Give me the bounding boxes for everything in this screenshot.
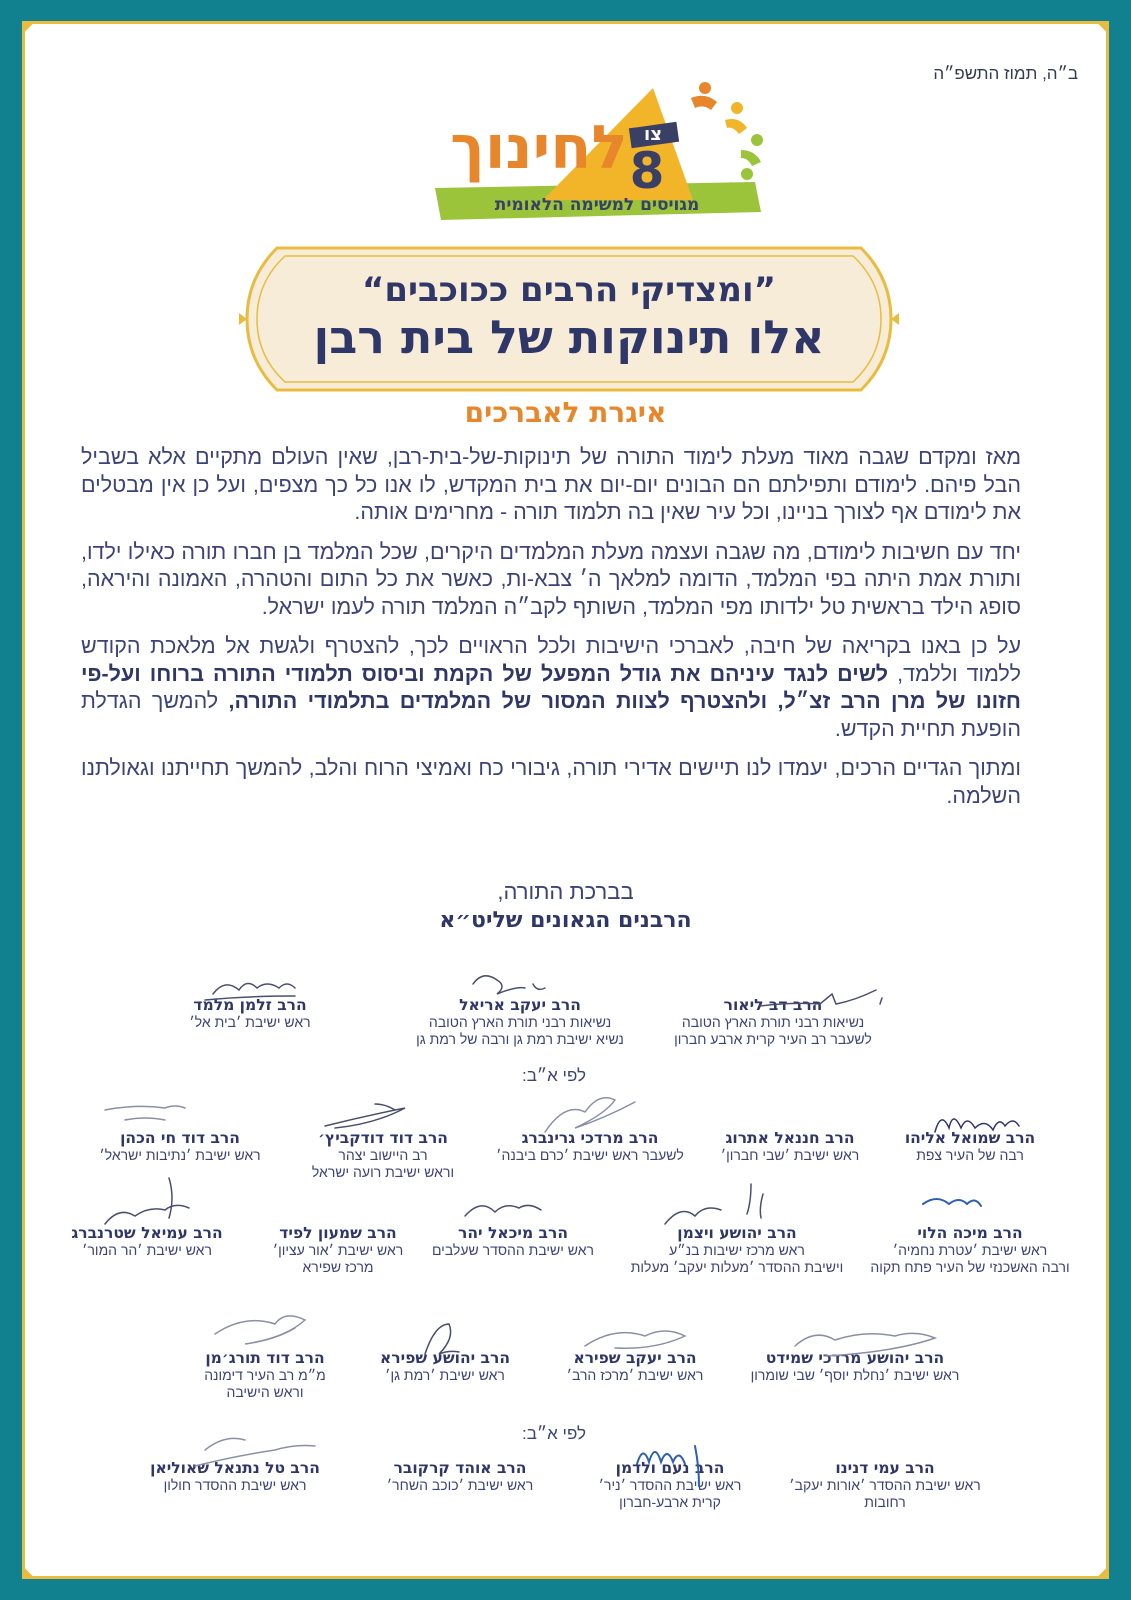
signatory-role: נשיאות רבני תורת הארץ הטובה: [428, 1014, 612, 1030]
signatory-name: הרב יהושע ויצמן: [677, 1224, 797, 1242]
signature-scribble: [105, 1106, 185, 1120]
signatory-name: הרב יהושע שפירא: [380, 1349, 510, 1367]
signatory-role: ראש ישיבת ׳כוכב השחר׳: [386, 1477, 534, 1493]
signatory-role: ראש ישיבת ההסדר ׳אורות יעקב׳: [789, 1477, 981, 1493]
signatory-role: מ״מ רב העיר דימונה: [204, 1367, 326, 1383]
signatory-name: הרב דוד חי הכהן: [120, 1129, 240, 1147]
signatory-name: הרב דוד דודקביץ׳: [318, 1129, 448, 1147]
signatory-role: רחובות: [864, 1494, 906, 1510]
signatory-role: ראש ישיבת ההסדר חולון: [163, 1477, 307, 1493]
signatory-role: נשיאות רבני תורת הארץ הטובה: [681, 1014, 865, 1030]
banner-quote: ”ומצדיקי הרבים ככוכבים“: [362, 270, 776, 310]
signature-scribble: [585, 1331, 685, 1348]
signatory-role: ראש ישיבת ׳עטרת נחמיה׳: [892, 1242, 1048, 1258]
frame-corner: [22, 21, 34, 33]
signatory-role: ורבה האשכנזי של העיר פתח תקוה: [870, 1259, 1070, 1275]
signature-scribble: [465, 1205, 541, 1216]
signatory-role: לשעבר ראש ישיבת ׳כרם ביבנה׳: [496, 1147, 684, 1163]
signatory-name: הרב יעקב אריאל: [459, 996, 581, 1014]
signatory: [165, 1349, 365, 1401]
logo-main-text: לחינוך: [450, 113, 628, 183]
signatory-role: וראש הישיבה: [226, 1384, 304, 1400]
signatory-name: הרב טל נתנאל שאוליאן: [150, 1459, 320, 1477]
paragraph-3-start: על כן באנו בקריאה של חיבה, לאברכי הישיבות ולכל הראויים לכך, להצטרף ולגשת אל מלאכת הקודש ללמוד וללמד,: [81, 634, 1022, 686]
signatory-role: וישיבת ההסדר ׳מעלות יעקב׳ מעלות: [630, 1259, 844, 1275]
paragraph-4: ומתוך הגדיים הרכים, יעמדו לנו תיישים אדירי תורה, גיבורי כח ואמיצי הרוח והלב, להמשך תחייתנו וגאולתנו השלמה.: [81, 756, 1021, 808]
signatory: [413, 1224, 613, 1259]
signatory-role: ראש ישיבת ׳בית אל׳: [189, 1014, 311, 1030]
signatory: [845, 1224, 1095, 1276]
signatory-role: ראש ישיבת ׳אור עציון׳: [272, 1242, 404, 1258]
signatory: [273, 1129, 493, 1181]
signatory: [725, 1349, 985, 1384]
signatory: [535, 1349, 735, 1384]
signatory: [345, 1349, 545, 1384]
signatory-name: הרב חננאל אתרוג: [725, 1129, 855, 1147]
signatory-role: רבה של העיר צפת: [916, 1147, 1024, 1163]
paragraph-3-end: להמשך הגדלת הופעת תחיית הקדש.: [81, 689, 1021, 741]
signatory-name: הרב שמואל אליהו: [904, 1129, 1036, 1147]
alphabetical-note: לפי א״ב:: [522, 1424, 586, 1443]
signatory: [480, 1129, 700, 1164]
logo-badge-text: צו: [644, 124, 662, 145]
paragraph-3-bold: לשים לנגד עיניהם את גודל המפעל של הקמת וביסוס תלמודי התורה ברוחו ועל-פי חזונו של מרן הרב זצ״ל, ולהצטרף לצוות המסור של המלמדים בתלמודי התורה,: [81, 661, 1021, 713]
signatory: [47, 1224, 247, 1259]
signatory: [607, 1224, 867, 1276]
signature-scribble: [325, 1104, 405, 1128]
signature-scribble: [665, 1184, 763, 1224]
signatory-role: ראש ישיבת ׳הר המור׳: [82, 1242, 212, 1258]
signatory: [685, 1129, 895, 1164]
signatory-name: הרב נעם ולדמן: [615, 1459, 725, 1477]
paragraph-2: יחד עם חשיבות לימודם, מה שגבה ועצמה מעלת המלמדים היקרים, שכל המלמד בן חברו תורה כאילו ילדו, ותורת אמת היתה בפי המלמד, הדומה למלאך ה׳ צבא-ות, כאשר את כל התום והטהרה, האמונה והיראה, סופג הילד בראשית טל ילדותו מפי המלמד, השותף לקב״ה המלמד תורה לעמו ישראל.: [81, 539, 1021, 619]
banner-title: אלו תינוקות של בית רבן: [313, 310, 825, 364]
logo-badge-number: 8: [629, 142, 665, 200]
signatory-name: הרב עמי דנינו: [835, 1459, 935, 1477]
signatory: [370, 996, 670, 1048]
signatory: [243, 1224, 433, 1276]
signatory-name: הרב מרדכי גרינברג: [521, 1129, 659, 1147]
signatory: [125, 1459, 345, 1494]
signatory-role: ראש ישיבת ׳נחלת יוסף׳ שבי שומרון: [750, 1367, 960, 1383]
alphabetical-note: לפי א״ב:: [522, 1066, 586, 1085]
signatory-role: רב היישוב יצהר: [338, 1147, 428, 1163]
signatory-name: הרב מיכה הלוי: [917, 1224, 1023, 1242]
signatory-role: ראש ישיבת ההסדר ׳ניר׳: [598, 1477, 742, 1493]
people-figures-icon: [691, 82, 763, 198]
signatory-name: הרב יעקב שפירא: [573, 1349, 697, 1367]
signatory-role: ראש ישיבת ההסדר שעלבים: [431, 1242, 595, 1258]
signatory-role: מרכז שפירא: [302, 1259, 374, 1275]
signatory-role: קרית ארבע-חברון: [619, 1494, 721, 1510]
signatory: [360, 1459, 560, 1494]
signatory-name: הרב זלמן מלמד: [193, 996, 307, 1014]
signature-scribble: [545, 1098, 635, 1132]
tzav8-logo: [425, 70, 805, 230]
signatory-name: הרב דב ליאור: [723, 996, 823, 1014]
hebrew-date: ב״ה, תמוז התשפ״ה: [933, 64, 1078, 83]
rabbis-title: הרבנים הגאונים שליט״א: [439, 908, 692, 933]
signatory-name: הרב עמיאל שטרנברג: [71, 1224, 223, 1242]
signatory: [75, 1129, 285, 1164]
signatory-name: הרב אוהד קרקובר: [393, 1459, 527, 1477]
letter-body: [81, 444, 1021, 822]
signatory: [765, 1459, 1005, 1511]
frame-corner: [1097, 21, 1109, 33]
signature-scribble: [473, 976, 545, 994]
frame-corner: [1097, 1567, 1109, 1579]
signature-scribble: [105, 1178, 189, 1224]
letter-sheet: [22, 21, 1109, 1579]
signatory: [140, 996, 360, 1031]
letter-heading: איגרת לאברכים: [464, 396, 667, 429]
blessing-line: בברכת התורה,: [497, 879, 634, 904]
signatory-role: לשעבר רב העיר קרית ארבע חברון: [674, 1031, 872, 1047]
signatory-role: ראש ישיבת ׳מרכז הרב׳: [566, 1367, 704, 1383]
title-banner: [237, 238, 901, 400]
signature-scribble: [923, 1199, 981, 1206]
signatory-name: הרב מיכאל יהר: [458, 1224, 568, 1242]
signatory-role: וראש ישיבת רועה ישראל: [311, 1164, 455, 1180]
paragraph-1: מאז ומקדם שגבה מאוד מעלת לימוד התורה של תינוקות-של-בית-רבן, שאין העולם מתקיים אלא בשביל הבל פיהם. לימודם ותפילתם הם הבונים יום-יום את בית המקדש, לו אנו כל כך מצפים, ועל כן אין מבטלים את לימודם אף לצורך בניינו, וכל עיר שאין בה תלמוד תורה - מחרימים אותה.: [81, 445, 1021, 524]
signatory-role: נשיא ישיבת רמת גן ורבה של רמת גן: [416, 1031, 624, 1047]
signature-scribble: [215, 1316, 305, 1344]
logo-tagline: מגויסים למשימה הלאומית: [494, 195, 700, 215]
signatory-role: ראש מרכז ישיבות בנ״ע: [669, 1242, 805, 1258]
signatory-role: ראש ישיבת ׳נתיבות ישראל׳: [99, 1147, 261, 1163]
signatory-name: הרב שמעון לפיד: [279, 1224, 397, 1242]
signatory: [865, 1129, 1075, 1164]
paragraph-3: [81, 633, 1021, 743]
signatory: [570, 1459, 770, 1511]
signatory-role: ראש ישיבת ׳רמת גן׳: [385, 1367, 505, 1383]
signatory-name: הרב יהושע מרדכי שמידט: [765, 1349, 945, 1367]
frame-corner: [22, 1567, 34, 1579]
signatory-role: ראש ישיבת ׳שבי חברון׳: [720, 1147, 860, 1163]
signatory-name: הרב דוד תורג׳מן: [205, 1349, 325, 1367]
